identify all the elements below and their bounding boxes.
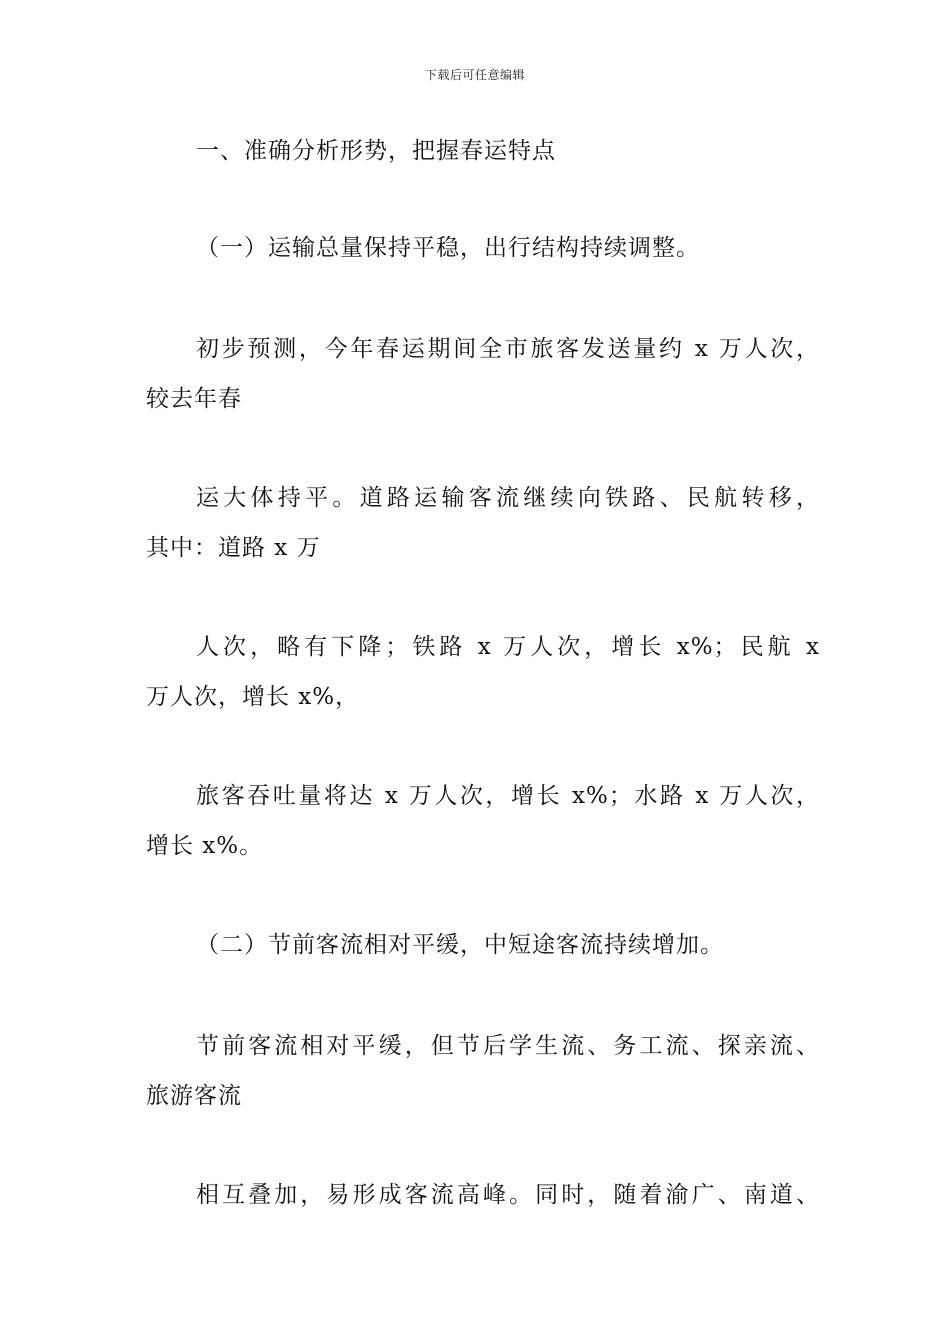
paragraph-1-line-2: 较去年春: [146, 386, 242, 412]
sub-heading-2: （二）节前客流相对平缓，中短途客流持续增加。: [196, 932, 724, 958]
paragraph-2-line-1: 运大体持平。道路运输客流继续向铁路、民航转移，: [196, 485, 820, 511]
paragraph-6-line-1: 相互叠加，易形成客流高峰。同时，随着渝广、南道、: [196, 1182, 820, 1208]
page-header: 下载后可任意编辑: [424, 68, 525, 82]
section-heading: 一、准确分析形势，把握春运特点: [196, 138, 556, 164]
paragraph-1-line-1: 初步预测，今年春运期间全市旅客发送量约 x 万人次，: [196, 336, 820, 362]
paragraph-3-line-2: 万人次，增长 x%，: [146, 684, 360, 710]
paragraph-5-line-2: 旅游客流: [146, 1083, 242, 1109]
paragraph-2-line-2: 其中：道路 x 万: [146, 535, 321, 561]
paragraph-4-line-1: 旅客吞吐量将达 x 万人次，增长 x%；水路 x 万人次，: [196, 783, 820, 809]
paragraph-3-line-1: 人次，略有下降；铁路 x 万人次，增长 x%；民航 x: [196, 634, 820, 660]
paragraph-4-line-2: 增长 x%。: [146, 833, 264, 859]
sub-heading-1: （一）运输总量保持平稳，出行结构持续调整。: [196, 235, 700, 261]
paragraph-5-line-1: 节前客流相对平缓，但节后学生流、务工流、探亲流、: [196, 1033, 820, 1059]
